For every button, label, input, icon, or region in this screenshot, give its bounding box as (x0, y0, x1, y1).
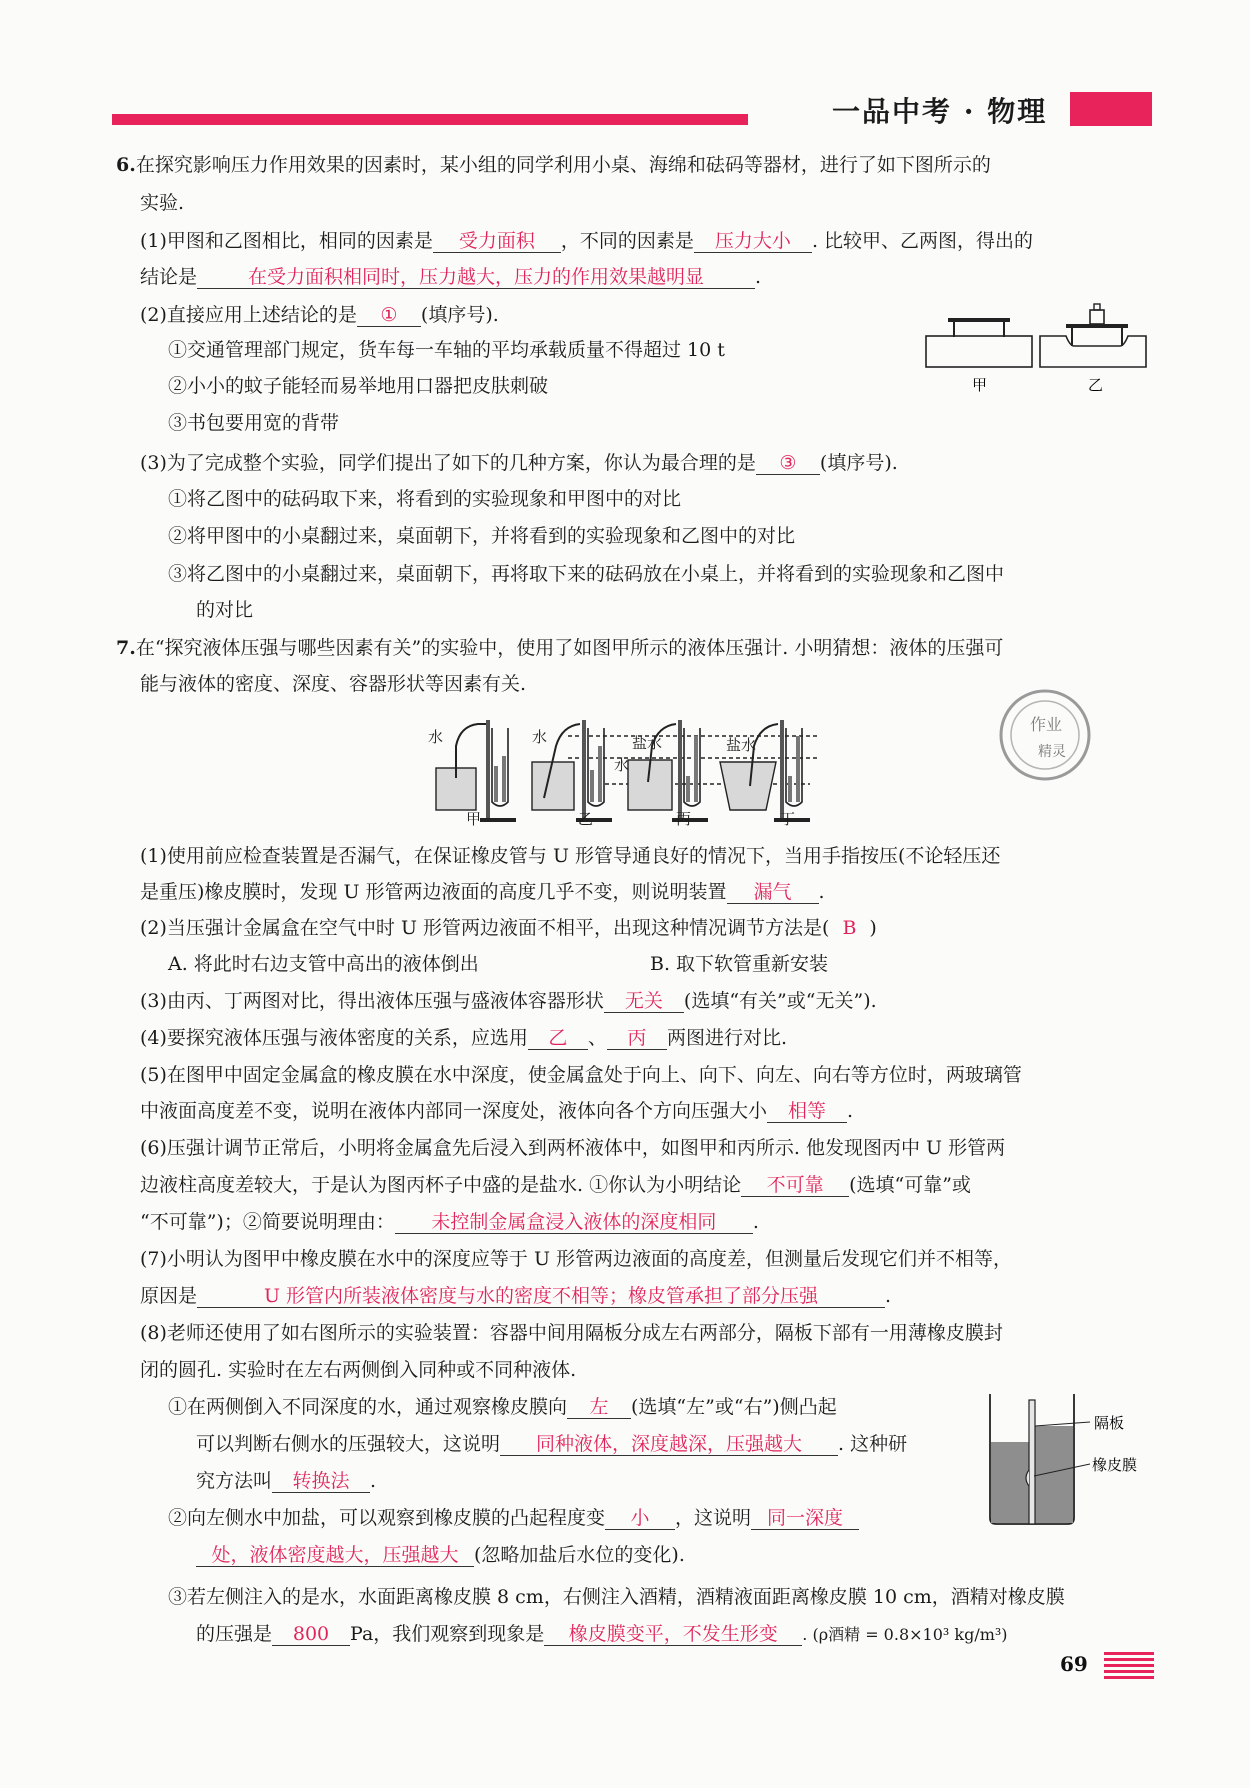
q6-stem-text: 在探究影响压力作用效果的因素时，某小组的同学利用小桌、海绵和砝码等器材，进行了如下图所示的 (135, 154, 991, 176)
q7-p7-text-b: 原因是 (140, 1285, 198, 1307)
q7-p8-2-text-a: ②向左侧水中加盐，可以观察到橡皮膜的凸起程度变 (168, 1507, 606, 1529)
q6-part1-line2 (140, 264, 761, 290)
q7-p8-1-line1 (168, 1394, 837, 1420)
q7-p5-line1: (5)在图甲中固定金属盒的橡皮膜在水中深度，使金属盒处于向上、向下、向左、向右等方位时，两玻璃管 (140, 1064, 1022, 1086)
q7-p7-answer: U 形管内所装液体密度与水的密度不相等；橡皮管承担了部分压强 (197, 1285, 885, 1308)
q6-p3-text-a: (3)为了完成整个实验，同学们提出了如下的几种方案，你认为最合理的是 (140, 452, 756, 474)
q6-part3-line (140, 450, 898, 476)
q7-p1-text-b: 是重压)橡皮膜时，发现 U 形管两边液面的高度几乎不变，则说明装置 (140, 881, 727, 903)
q7-p8-1-answer3: 转换法 (272, 1470, 370, 1493)
q6-p3-option1: ①将乙图中的砝码取下来，将看到的实验现象和甲图中的对比 (168, 488, 682, 510)
q7-p8-2-answer1: 小 (605, 1507, 675, 1530)
q6-table-sponge-figure (920, 300, 1150, 396)
q7-p5-line2 (140, 1098, 853, 1124)
stand-ding (780, 720, 784, 820)
q7-p8-1-answer1: 左 (567, 1396, 631, 1419)
q7-p6-answer2: 未控制金属盒浸入液体的深度相同 (395, 1211, 753, 1234)
q6-part2-line (140, 302, 499, 328)
q7-p8-2-answer2b: 处，液体密度越大，压强越大 (196, 1544, 474, 1567)
q7-fig-label-bing: 丙 (676, 810, 692, 828)
q7-p4-separator: 、 (587, 1027, 607, 1049)
homework-stamp (990, 680, 1100, 790)
stamp-text-bottom: 精灵 (1038, 744, 1066, 760)
q7-p4-text-b: 两图进行对比. (666, 1027, 787, 1049)
utube-liquid-bing-left (686, 776, 690, 802)
utube-liquid-ding-right (796, 736, 800, 802)
q7-p1-line2 (140, 879, 825, 905)
q7-p8-line1: (8)老师还使用了如右图所示的实验装置：容器中间用隔板分成左右两部分，隔板下部有一用薄橡皮膜封 (140, 1322, 1003, 1344)
q7-p6-line3 (140, 1209, 759, 1235)
weight-block (1090, 310, 1104, 324)
q7-p8-1-text-d: . 这种研 (838, 1433, 908, 1455)
q7-p2-answer: B (842, 917, 857, 939)
label-salt-1: 盐水 (632, 734, 663, 752)
q6-p3-option2: ②将甲图中的小桌翻过来，桌面朝下，并将看到的实验现象和乙图中的对比 (168, 525, 796, 547)
q7-p8-3-text-c: Pa，我们观察到现象是 (350, 1623, 545, 1645)
q7-p5-text-c: . (847, 1100, 854, 1122)
stamp-ring (1001, 691, 1089, 779)
base-jia (480, 818, 516, 822)
q7-stem-line1 (116, 635, 1003, 661)
q7-p3-text-b: (选填“有关”或“无关”). (683, 990, 877, 1012)
q7-p8-1-line3 (196, 1468, 376, 1494)
q7-p6-text-e: . (752, 1211, 759, 1233)
liquid-left (991, 1442, 1029, 1523)
q7-p6-line1: (6)压强计调节正常后，小明将金属盒先后浸入到两杯液体中，如图甲和丙所示. 他发现图丙中 U 形管两 (140, 1137, 1006, 1159)
q7-p8-3-text-b: 的压强是 (196, 1623, 273, 1645)
page-number-stripes (1104, 1652, 1154, 1682)
q7-stem-text: 在“探究液体压强与哪些因素有关”的实验中，使用了如图甲所示的液体压强计. 小明猜想：液体的压强可 (135, 637, 1004, 659)
q7-p5-text-b: 中液面高度差不变，说明在液体内部同一深度处，液体向各个方向压强大小 (140, 1100, 768, 1122)
q6-p2-option3: ③书包要用宽的背带 (168, 412, 340, 434)
figure-label-yi: 乙 (1088, 376, 1104, 394)
sponge-yi (1040, 336, 1146, 367)
q7-fig-label-yi: 乙 (578, 810, 594, 828)
figure-yi (1040, 304, 1146, 394)
header-bar (112, 114, 748, 125)
q6-p3-text-b: (填序号). (819, 452, 898, 474)
q7-p8-line2: 闭的圆孔. 实验时在左右两侧倒入同种或不同种液体. (140, 1359, 577, 1381)
utube-liquid-jia-left (494, 766, 498, 802)
q7-p3-text-a: (3)由丙、丁两图对比，得出液体压强与盛液体容器形状 (140, 990, 604, 1012)
q7-p6-text-d: “不可靠”)；②简要说明理由： (140, 1211, 395, 1233)
q7-p4-answer2: 丙 (607, 1027, 667, 1050)
q7-p7-text-c: . (885, 1285, 892, 1307)
q6-p1-text-c: . 比较甲、乙两图，得出的 (811, 230, 1034, 252)
q7-p8-3-answer1: 800 (272, 1623, 350, 1646)
weight-knob (1094, 304, 1100, 310)
label-water-2: 水 (532, 728, 548, 746)
q6-p1-answer2: 压力大小 (694, 230, 812, 253)
q7-p3-line (140, 988, 877, 1014)
q6-p3-option3-line2: 的对比 (196, 599, 254, 621)
partition-pointer (1035, 1422, 1090, 1426)
q7-p7-line1: (7)小明认为图甲中橡皮膜在水中的深度应等于 U 形管两边液面的高度差，但测量后发现它们并不相等， (140, 1248, 1013, 1270)
q6-number: 6. (116, 154, 136, 176)
label-membrane: 橡皮膜 (1092, 1456, 1138, 1474)
utube-liquid-ding-left (788, 776, 792, 802)
q6-p2-text-a: (2)直接应用上述结论的是 (140, 304, 357, 326)
q7-p2-option-b: B. 取下软管重新安装 (650, 953, 829, 975)
label-salt-2: 盐水 (726, 736, 757, 754)
q6-p2-text-b: (填序号). (420, 304, 499, 326)
q7-p4-line (140, 1025, 787, 1051)
q7-pressure-gauge-figure (420, 706, 870, 830)
q6-p2-answer: ① (357, 304, 421, 327)
q7-p2-option-a: A. 将此时右边支管中高出的液体倒出 (168, 953, 479, 975)
stamp-text-top: 作业 (1030, 715, 1063, 734)
q7-p8-1-answer2: 同种液体，深度越深，压强越大 (500, 1433, 838, 1456)
q7-p8-1-text-a: ①在两侧倒入不同深度的水，通过观察橡皮膜向 (168, 1396, 568, 1418)
q7-p5-answer: 相等 (767, 1100, 847, 1123)
partition-board (1029, 1400, 1035, 1524)
q7-p1-line1: (1)使用前应检查装置是否漏气，在保证橡皮管与 U 形管导通良好的情况下，当用手指按压(不论轻压还 (140, 845, 1001, 867)
q6-p2-option2: ②小小的蚊子能轻而易举地用口器把皮肤刺破 (168, 375, 549, 397)
q6-part1-line1 (140, 228, 1033, 254)
utube-liquid-yi-right (598, 746, 602, 802)
q7-p8-1-text-e: 究方法叫 (196, 1470, 273, 1492)
q7-p1-text-c: . (818, 881, 825, 903)
beaker-ding (720, 762, 776, 810)
utube-liquid-jia-right (502, 756, 506, 802)
q7-p8-3-line1: ③若左侧注入的是水，水面距离橡皮膜 8 cm，右侧注入酒精，酒精液面距离橡皮膜 10 cm，酒精对橡皮膜 (168, 1586, 1065, 1608)
beaker-yi (532, 762, 574, 810)
q7-p8-1-text-b: (选填“左”或“右”)侧凸起 (631, 1396, 837, 1418)
q7-p8-1-line2 (196, 1431, 907, 1457)
q6-p1-answer1: 受力面积 (433, 230, 561, 253)
utube-liquid-bing-right (694, 736, 698, 802)
page-number: 69 (1060, 1652, 1088, 1676)
q7-p2-text-b: ) (869, 917, 877, 939)
utube-liquid-yi-left (590, 770, 594, 802)
sponge-jia (926, 336, 1032, 367)
q7-p8-2-line1 (168, 1505, 859, 1531)
label-water-1: 水 (428, 728, 444, 746)
q6-stem-line2: 实验. (140, 192, 185, 214)
q7-p8-1-text-f: . (370, 1470, 377, 1492)
q7-p4-text-a: (4)要探究液体压强与液体密度的关系，应选用 (140, 1027, 528, 1049)
q7-p8-2-text-c: (忽略加盐后水位的变化). (474, 1544, 685, 1566)
q7-p3-answer: 无关 (604, 990, 684, 1013)
q6-p2-option1: ①交通管理部门规定，货车每一车轴的平均承载质量不得超过 10 t (168, 339, 725, 361)
figure-label-jia: 甲 (972, 376, 988, 394)
q7-stem-line2: 能与液体的密度、深度、容器形状等因素有关. (140, 673, 527, 695)
stand-jia (486, 720, 490, 820)
q6-p3-answer: ③ (756, 452, 820, 475)
figure-jia (926, 318, 1032, 394)
q7-p6-text-b: 边液柱高度差较大，于是认为图丙杯子中盛的是盐水. ①你认为小明结论 (140, 1174, 742, 1196)
q6-p1-answer3: 在受力面积相同时，压力越大，压力的作用效果越明显 (197, 266, 755, 289)
q7-p7-line2 (140, 1283, 891, 1309)
q6-p3-option3-line1: ③将乙图中的小桌翻过来，桌面朝下，再将取下来的砝码放在小桌上，并将看到的实验现象和乙图中 (168, 563, 1005, 585)
q6-p1-text-b: ，不同的因素是 (560, 230, 694, 252)
q7-p8-2-answer2a: 同一深度 (751, 1507, 859, 1530)
q7-p4-answer1: 乙 (528, 1027, 588, 1050)
q7-p8-2-text-b: ，这说明 (675, 1507, 752, 1529)
q7-fig-label-ding: 丁 (780, 810, 796, 828)
q7-number: 7. (116, 637, 136, 659)
q6-p1-text-d: 结论是 (140, 266, 198, 288)
q7-p2-text-a: (2)当压强计金属盒在空气中时 U 形管两边液面不相平，出现这种情况调节方法是( (140, 917, 830, 939)
q7-p6-text-c: (选填“可靠”或 (849, 1174, 971, 1196)
label-water-3: 水 (614, 756, 630, 774)
q7-p8-3-answer2: 橡皮膜变平，不发生形变 (544, 1623, 802, 1646)
q7-p8-3-text-d: . (ρ酒精 = 0.8×10³ kg/m³) (802, 1625, 1008, 1644)
q7-p1-answer: 漏气 (727, 881, 819, 904)
header-accent-block (1070, 92, 1152, 126)
q7-p8-1-text-c: 可以判断右侧水的压强较大，这说明 (196, 1433, 501, 1455)
table-top-jia (948, 318, 1010, 322)
q7-p2-line (140, 915, 877, 941)
q7-p8-3-line2 (196, 1621, 1008, 1648)
q7-fig-label-jia: 甲 (466, 810, 482, 828)
label-partition: 隔板 (1094, 1414, 1125, 1432)
header-title: 一品中考 · 物理 (832, 95, 1048, 128)
q7-partition-container-figure (986, 1392, 1156, 1532)
q6-stem-line1 (116, 152, 991, 178)
stand-yi (582, 720, 586, 820)
q6-p1-text-e: . (755, 266, 762, 288)
stand-bing (678, 720, 682, 820)
q6-p1-text-a: (1)甲图和乙图相比，相同的因素是 (140, 230, 433, 252)
q7-p8-2-line2 (196, 1542, 685, 1568)
q7-p6-line2 (140, 1172, 971, 1198)
q7-p6-answer1: 不可靠 (741, 1174, 849, 1197)
